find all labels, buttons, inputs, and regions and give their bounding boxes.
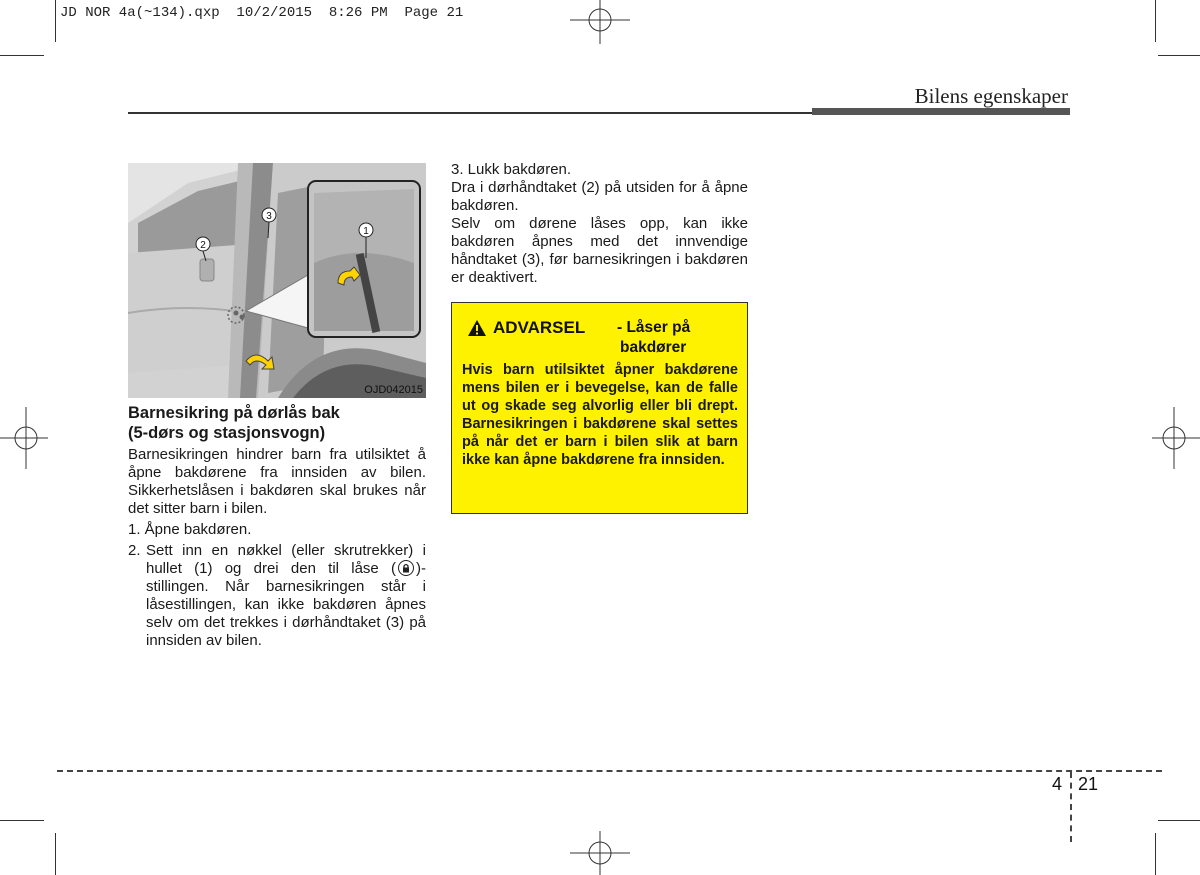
step-3: 3. Lukk bakdøren. xyxy=(451,161,572,178)
crop-mark xyxy=(1158,55,1200,56)
crop-mark xyxy=(0,820,44,821)
figure-caption: OJD042015 xyxy=(364,384,423,396)
right-column-body xyxy=(451,161,748,287)
child-lock-figure xyxy=(128,163,426,398)
heading-line-1: Barnesikring på dørlås bak xyxy=(128,404,340,422)
registration-mark-top-icon xyxy=(570,0,630,44)
step-2 xyxy=(128,542,426,650)
chapter-number: 4 xyxy=(1052,774,1063,794)
crop-mark xyxy=(1155,833,1156,875)
header-rule-accent xyxy=(812,108,1070,115)
pull-handle-text: Dra i dørhåndtaket (2) på utsiden for å åpne bakdøren. xyxy=(451,179,748,214)
lock-icon xyxy=(398,560,414,576)
left-column-body xyxy=(128,446,426,650)
warning-subject-line-2: bakdører xyxy=(620,339,687,356)
warning-box xyxy=(451,302,748,514)
crop-mark xyxy=(55,833,56,875)
print-slug: JD NOR 4a(~134).qxp 10/2/2015 8:26 PM Page 21 xyxy=(60,5,464,21)
crop-mark xyxy=(55,0,56,42)
step-1: 1. Åpne bakdøren. xyxy=(128,521,252,538)
step-2-text-before: Sett inn en nøkkel (eller skrutrekker) i hullet (1) og drei den til låse ( xyxy=(146,542,426,577)
crop-mark xyxy=(1155,0,1156,42)
warning-word: ADVARSEL xyxy=(493,318,586,337)
registration-mark-right-icon xyxy=(1152,407,1200,469)
crop-mark xyxy=(0,55,44,56)
step-2-number: 2. xyxy=(128,542,141,559)
step-2-text-after: )-stillingen. Når barnesikringen står i låsestillingen, kan ikke bakdøren åpnes selv om det trekkes i dørhåndtaket (3) på innsiden av bilen. xyxy=(146,560,426,649)
callout-1: 1 xyxy=(363,226,369,237)
warning-subject-line-1: - Låser på xyxy=(617,319,691,336)
section-heading xyxy=(128,403,428,443)
page-number: 21 xyxy=(1078,774,1099,794)
registration-mark-left-icon xyxy=(0,407,48,469)
header-rule xyxy=(128,112,812,114)
warning-text: Hvis barn utilsiktet åpner bakdørene mens bilen er i bevegelse, kan de falle ut og skade seg alvorlig eller bli drept. Barnesikringen i bakdørene skal settes på når det er barn i bilen slik at barn ikke kan åpne bakdørene fra innsiden. xyxy=(462,362,738,468)
footer-dashed-rule xyxy=(57,770,1162,772)
car-door-illustration xyxy=(128,163,426,398)
registration-mark-bottom-icon xyxy=(570,831,630,875)
intro-paragraph: Barnesikringen hindrer barn fra utilsiktet å åpne bakdørene fra innsiden av bilen. Sikkerhetslåsen i bakdøren skal brukes når det sitter barn i bilen. xyxy=(128,446,426,517)
crop-mark xyxy=(1158,820,1200,821)
note-text: Selv om dørene låses opp, kan ikke bakdøren åpnes med det innvendige håndtaket (3), før barnesikringen i bakdøren er deaktivert. xyxy=(451,215,748,286)
warning-triangle-icon xyxy=(467,319,487,337)
footer-dashed-divider xyxy=(1070,772,1072,842)
callout-2: 2 xyxy=(200,240,206,251)
section-title: Bilens egenskaper xyxy=(914,84,1068,108)
heading-line-2: (5-dørs og stasjonsvogn) xyxy=(128,424,326,442)
callout-3: 3 xyxy=(266,211,272,222)
